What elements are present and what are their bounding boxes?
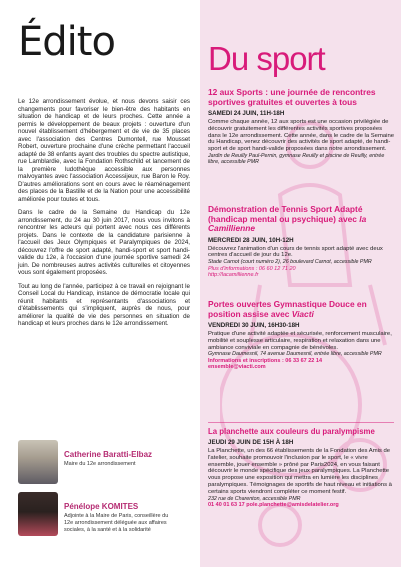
event-body: Comme chaque année, 12 aux sports est une occasion privilégiée de découvrir gratuitement les différentes activités sportives proposées dans le 12e arrondissement. Cette année, dans le cadre de la Semaine du Handicap, venez découvrir des activités de sport adapté, de handi-sport et de sport handi-valide proposées dans notre arrondissement. [208, 119, 395, 153]
event-location: 232 rue de Charenton, accessible PMR [208, 495, 301, 502]
event-location: Stade Carnot (court numéro 2), 26 boulevard Carnot, accessible PMR [208, 259, 372, 266]
signer-1 [18, 440, 152, 484]
edito-paragraph: Tout au long de l'année, participez à ce travail en rejoignant le Conseil Local du Handicap, instance de démocratie locale qui réunit habitants et représentants d'associations et d'établissements qui s'impliquent, auprès de nous, pour améliorer la qualité de vie des personnes en situation de handicap et leurs proches dans le 12e arrondissement. [18, 282, 190, 327]
event-body: Pratique d'une activité adaptée et sécurisée, renforcement musculaire, mobilité et souplesse articulaire, respiration et relaxation dans une ambiance conviviale en compagnie de bénévoles. [208, 331, 392, 351]
event-section [208, 88, 394, 166]
event-title [208, 205, 394, 234]
event-title-text: Portes ouvertes Gymnastique Douce en position assise avec [208, 299, 367, 319]
event-title-text: Démonstration de Tennis Sport Adapté (handicap mental ou psychique) avec [208, 204, 363, 224]
event-title: 12 aux Sports : une journée de rencontres sportives gratuites et ouvertes à tous [208, 87, 376, 107]
signer-role: Adjointe à la Maire de Paris, conseillère du 12e arrondissement déléguée aux affaires sociales, à la santé et à la solidarité [64, 513, 169, 533]
event-title [208, 300, 394, 319]
event-body: La Planchette, un des 66 établissements de la Fondation des Amis de l'atelier, souhaite promouvoir l'inclusion par le sport, le « vivre ensemble, jouer ensemble » prôné par Paris2024, en vous faisant découvrir le monde spécifique des jeux paralympiques. La Planchette vous propose une exposition qui mettra en lumière les disciplines paralympiques. Témoignages de sportifs de haut niveau et initiations à certains sports viendront compléter ce moment festif. [208, 448, 392, 495]
event-date: MERCREDI 28 JUIN, 10H-12H [208, 236, 294, 244]
event-link[interactable]: http://lacamillienne.fr [208, 271, 259, 278]
event-section [208, 205, 394, 278]
signer-name: Pénélope KOMITES [64, 502, 139, 511]
page-title: Édito [18, 19, 115, 65]
section-title: Du sport [208, 40, 325, 77]
signer-name: Catherine Baratti-Elbaz [64, 450, 153, 459]
event-section [208, 418, 394, 508]
event-organizer: Viacti [291, 308, 314, 319]
signer-photo [18, 440, 58, 484]
event-body: Découvrez l'animation d'un cours de tennis sport adapté avec deux centres d'accueil de jour du 12e. [208, 245, 383, 259]
signer-photo [18, 492, 58, 536]
event-section [208, 300, 394, 370]
event-date: SAMEDI 24 JUIN, 11H-18H [208, 110, 285, 117]
edito-paragraph: Le 12e arrondissement évolue, et nous devons saisir ces changements pour favoriser le bien-être des habitants en situation de handicap et de leurs proches. Cette année a permis le développement de beaux projets : ouverture d'un nouvel établissement d'hébergement et de vie de 35 places avec l'association des Centres Dumontell, rue Mousset Robert, ouverture prochaine d'une crèche permettant l'accueil adapté de 38 enfants ayant des troubles du spectre autistique, rue Lamblardie, avec la Fondation Rothschild et lancement de la première ludothèque accessible aux personnes malvoyantes avec l'association Accessijeux, rue Baron le Roy. D'autres améliorations sont en cours avec le réaménagement des places de la Bastille et de la Nation pour une accessibilité améliorée pour toutes et tous. [18, 98, 190, 203]
edito-body [18, 98, 190, 334]
event-contact: Plus d'informations : 06 60 12 71 20 [208, 265, 296, 272]
event-contact: Informations et inscriptions : 06 33 67 22 14 [208, 357, 323, 364]
event-date: VENDREDI 30 JUIN, 16H30-18H [208, 322, 300, 329]
event-link[interactable]: ensemble@viacti.com [208, 363, 266, 370]
event-organizer: la Camillienne [208, 213, 367, 233]
signer-role: Maire du 12e arrondissement [64, 461, 136, 467]
event-location: Gymnase Daumesnil, 74 avenue Daumesnil, entrée libre, accessible PMR [208, 351, 382, 358]
edito-paragraph: Dans le cadre de la Semaine du Handicap du 12e arrondissement, du 24 au 30 juin 2017, nous vous invitons à rencontrer les acteurs qui portent avec nous ces différents projets. Dans le contexte de la candidature parisienne à l'accueil des Jeux Olympiques et Paralympiques de 2024, découvrez l'offre de sport adapté, handi-sport et sport handi-valide du 12e, à l'occasion d'une journée sportive samedi 24 juin. De nombreuses autres activités culturelles et citoyennes vous sont également proposées. [18, 209, 190, 276]
event-title: La planchette aux couleurs du paralympisme [208, 427, 375, 436]
event-date: JEUDI 29 JUIN DE 15H À 18H [208, 439, 294, 446]
event-contact: 01 40 01 63 17 pole.planchette@amisdelatelier.org [208, 502, 339, 509]
event-location: Jardin de Reuilly Paul-Pernin, gymnase Reuilly et piscine de Reuilly, entrée libre, accessible PMR [208, 152, 385, 166]
divider [208, 422, 394, 423]
signer-2 [18, 492, 174, 536]
